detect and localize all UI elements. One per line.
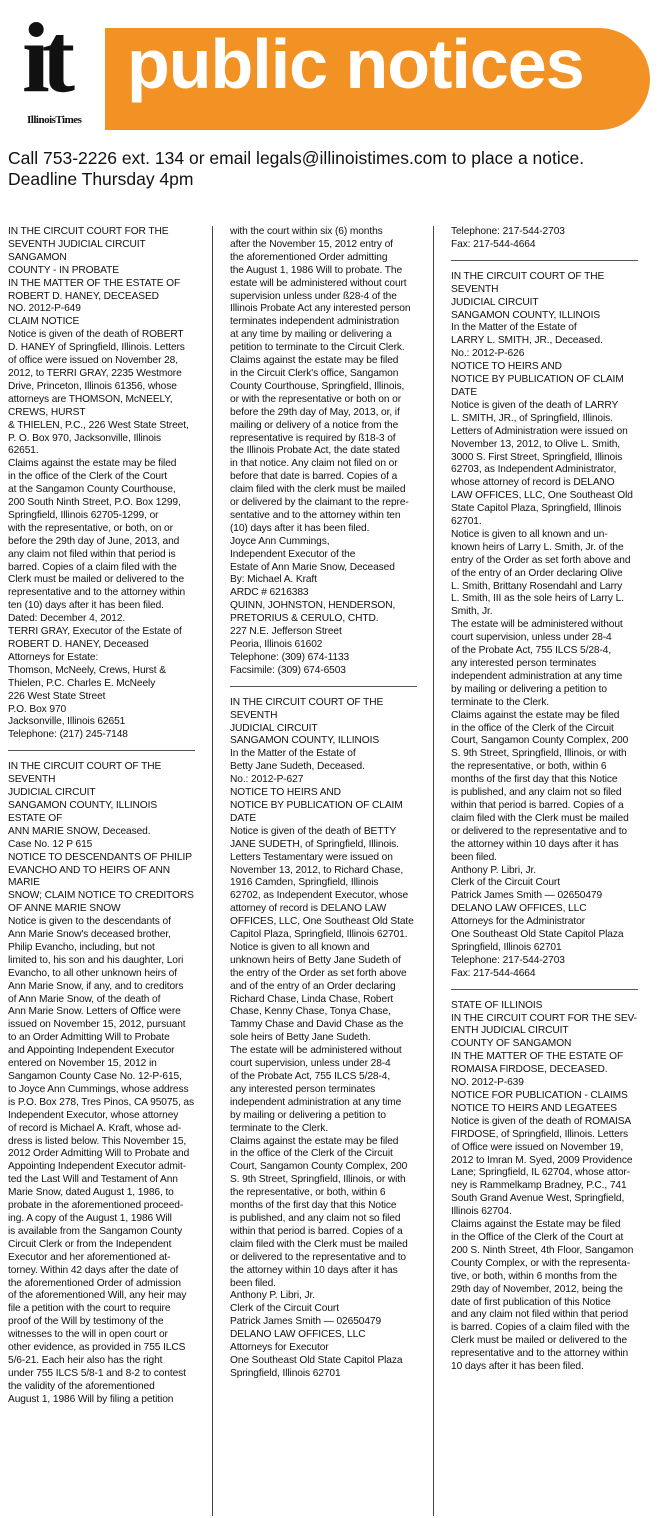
placement-instructions (8, 148, 658, 190)
notices-column-2 (230, 226, 417, 1516)
deadline-line: Deadline Thursday 4pm (8, 169, 194, 189)
logo-wordmark: IllinoisTimes (27, 114, 82, 126)
legal-notice-sudeth-continued: Telephone: 217-544-2703 Fax: 217-544-4664 (451, 226, 565, 250)
illinois-times-logo (10, 2, 105, 126)
notices-column-1 (8, 226, 195, 1516)
legal-notice-sudeth: IN THE CIRCUIT COURT OF THE SEVENTH JUDICIAL CIRCUIT SANGAMON COUNTY, ILLINOIS In the Matter of the Estate of Betty Jane Sudeth, Deceased. No.: 2012-P-627 NOTICE TO HEIRS AND NOTICE BY PUBLICATION OF CLAIM DATE Notice is given of the death of BETTY JANE SUDETH, of Springfield, Illinois. Letters Testamentary were issued on November 13, 2012, to Richard Chase, 1916 Camden, Springfield, Illinois 62702, as Independent Executor, whose attorney of record is DELANO LAW OFFICES, LLC, One Southeast Old State Capitol Plaza, Springfield, Illinois 62701. Notice is given to all known and unknown heirs of Betty Jane Sudeth of the entry of the Order as set forth above and of the entry of an Order declaring Richard Chase, Linda Chase, Robert Chase, Kenny Chase, Tonya Chase, Tammy Chase and David Chase as the sole heirs of Betty Jane Sudeth. The estate will be administered without court supervision, unless under 28-4 of the Probate Act, 755 ILCS 5/28-4, any interested person terminates independent administration at any time by mailing or delivering a petition to terminate to the Clerk. Claims against the estate may be filed in the office of the Clerk of the Circuit Court, Sangamon County Complex, 200 S. 9th Street, Springfield, Illinois, or with the representative, or both, within 6 months of the first day that this Notice is published, and any claim not so filed within that period is barred. Copies of a claim filed with the Clerk must be mailed or delivered to the representative and to the attorney within 10 days after it has been filed. Anthony P. Libri, Jr. Clerk of the Circuit Court Patrick James Smith — 02650479 DELANO LAW OFFICES, LLC Attorneys for Executor One Southeast Old State Capitol Plaza Springfield, Illinois 62701 (230, 696, 414, 1379)
notice-separator (230, 686, 417, 687)
legal-notice-firdose: STATE OF ILLINOIS IN THE CIRCUIT COURT FOR THE SEV- ENTH JUDICIAL CIRCUIT COUNTY OF SANGAMON IN THE MATTER OF THE ESTATE OF ROMAISA FIRDOSE, DECEASED. NO. 2012-P-639 NOTICE FOR PUBLICATION - CLAIMS NOTICE TO HEIRS AND LEGATEES Notice is given of the death of ROMAISA FIRDOSE, of Springfield, Illinois. Letters of Office were issued on November 19, 2012 to Imran M. Syed, 2009 Providence Lane; Springfield, IL 62704, whose attor- ney is Rammelkamp Bradney, P.C., 741 South Grand Avenue West, Springfield, Illinois 62704. Claims against the Estate may be filed in the Office of the Clerk of the Court at 200 S. Ninth Street, 4th Floor, Sangamon County Complex, or with the representa- tive, or both, within 6 months from the 29th day of November, 2012, being the date of first publication of this Notice and any claim not filed within that period is barred. Copies of a claim filed with the Clerk must be mailed or delivered to the representative and to the attorney within 10 days after it has been filed. (451, 999, 637, 1373)
column-divider (212, 226, 213, 1516)
legal-notice-smith: IN THE CIRCUIT COURT OF THE SEVENTH JUDICIAL CIRCUIT SANGAMON COUNTY, ILLINOIS In the Matter of the Estate of LARRY L. SMITH, JR., Deceased. No.: 2012-P-626 NOTICE TO HEIRS AND NOTICE BY PUBLICATION OF CLAIM DATE Notice is given of the death of LARRY L. SMITH, JR., of Springfield, Illinois. Letters of Administration were issued on November 13, 2012, to Olive L. Smith, 3000 S. First Street, Springfield, Illinois 62703, as Independent Administrator, whose attorney of record is DELANO LAW OFFICES, LLC, One Southeast Old State Capitol Plaza, Springfield, Illinois 62701. Notice is given to all known and un- known heirs of Larry L. Smith, Jr. of the entry of the Order as set forth above and of the entry of an Order declaring Olive L. Smith, Brittany Rosendahl and Larry L. Smith, III as the sole heirs of Larry L. Smith, Jr. The estate will be administered without court supervision, unless under 28-4 of the Probate Act, 755 ILCS 5/28-4, any interested person terminates independent administration at any time by mailing or delivering a petition to terminate to the Clerk. Claims against the estate may be filed in the office of the Clerk of the Circuit Court, Sangamon County Complex, 200 S. 9th Street, Springfield, Illinois, or with the representative, or both, within 6 months of the first day that this Notice is published, and any claim not so filed within that period is barred. Copies of a claim filed with the Clerk must be mailed or delivered to the representative and to the attorney within 10 days after it has been filed. Anthony P. Libri, Jr. Clerk of the Circuit Court Patrick James Smith — 02650479 DELANO LAW OFFICES, LLC Attorneys for the Administrator One Southeast Old State Capitol Plaza Springfield, Illinois 62701 Telephone: 217-544-2703 Fax: 217-544-4664 (451, 270, 633, 979)
legal-notice-haney: IN THE CIRCUIT COURT FOR THE SEVENTH JUDICIAL CIRCUIT SANGAMON COUNTY - IN PROBATE IN THE MATTER OF THE ESTATE OF ROBERT D. HANEY, DECEASED NO. 2012-P-649 CLAIM NOTICE Notice is given of the death of ROBERT D. HANEY of Springfield, Illinois. Letters of office were issued on November 28, 2012, to TERRI GRAY, 2235 Westmore Drive, Princeton, Illinois 61356, whose attorneys are THOMSON, McNEELY, CREWS, HURST & THIELEN, P.C., 226 West State Street, P. O. Box 970, Jacksonville, Illinois 62651. Claims against the estate may be filed in the office of the Clerk of the Court at the Sangamon County Courthouse, 200 South Ninth Street, P.O. Box 1299, Springfield, Illinois 62705-1299, or with the representative, or both, on or before the 29th day of June, 2013, and any claim not filed within that period is barred. Copies of a claim filed with the Clerk must be mailed or delivered to the representative and to the attorney within ten (10) days after it has been filed. Dated: December 4, 2012. TERRI GRAY, Executor of the Estate of ROBERT D. HANEY, Deceased Attorneys for Estate: Thomson, McNeely, Crews, Hurst & Thielen, P.C. Charles E. McNeely 226 West State Street P.O. Box 970 Jacksonville, Illinois 62651 Telephone: (217) 245-7148 (8, 226, 189, 741)
notice-separator (451, 989, 638, 990)
column-divider (433, 226, 434, 1516)
banner-title: public notices (127, 25, 584, 103)
notices-column-3 (451, 226, 638, 1516)
notice-separator (451, 260, 638, 261)
contact-line: Call 753-2226 ext. 134 or email legals@illinoistimes.com to place a notice. (8, 148, 585, 168)
logo-it-mark: it (22, 2, 68, 113)
legal-notice-snow-continued: with the court within six (6) months after the November 15, 2012 entry of the aforementioned Order admitting the August 1, 1986 Will to probate. The estate will be administered without court supervision unless under ß28-4 of the Illinois Probate Act any interested person terminates independent administration at any time by mailing or delivering a petition to terminate to the Circuit Clerk. Claims against the estate may be filed in the Circuit Clerk's office, Sangamon County Courthouse, Springfield, Illinois, or with the representative or both on or before the 29th day of May, 2013, or, if mailing or delivery of a notice from the representative is required by ß18-3 of the Illinois Probate Act, the date stated in that notice. Any claim not filed on or before that date is barred. Copies of a claim filed with the clerk must be mailed or delivered by the claimant to the repre- sentative and to the attorney within ten (10) days after it has been filed. Joyce Ann Cummings, Independent Executor of the Estate of Ann Marie Snow, Deceased By: Michael A. Kraft ARDC # 6216383 QUINN, JOHNSTON, HENDERSON, PRETORIUS & CERULO, CHTD. 227 N.E. Jefferson Street Peoria, Illinois 61602 Telephone: (309) 674-1133 Facsimile: (309) 674-6503 (230, 226, 411, 676)
notice-separator (8, 750, 195, 751)
public-notices-banner (105, 25, 650, 130)
legal-notice-snow: IN THE CIRCUIT COURT OF THE SEVENTH JUDICIAL CIRCUIT SANGAMON COUNTY, ILLINOIS ESTATE OF ANN MARIE SNOW, Deceased. Case No. 12 P 615 NOTICE TO DESCENDANTS OF PHILIP EVANCHO AND TO HEIRS OF ANN MARIE SNOW; CLAIM NOTICE TO CREDITORS OF ANNE MARIE SNOW Notice is given to the descendants of Ann Marie Snow's deceased brother, Philip Evancho, including, but not limited to, his son and his daughter, Lori Evancho, to all other unknown heirs of Ann Marie Snow, if any, and to creditors of Ann Marie Snow, of the death of Ann Marie Snow. Letters of Office were issued on November 15, 2012, pursuant to an Order Admitting Will to Probate and Appointing Independent Executor entered on November 15, 2012 in Sangamon County Case No. 12-P-615, to Joyce Ann Cummings, whose address is P.O. Box 278, Tres Pinos, CA 95075, as Independent Executor, whose attorney of record is Michael A. Kraft, whose ad- dress is listed below. This November 15, 2012 Order Admitting Will to Probate and Appointing Independent Executor admit- ted the Last Will and Testament of Ann Marie Snow, dated August 1, 1986, to probate in the aforementioned proceed- ing. A copy of the August 1, 1986 Will is available from the Sangamon County Circuit Clerk or from the Independent Executor and her aforementioned at- torney. Within 42 days after the date of the aforementioned Order of admission of the aforementioned Will, any heir may file a petition with the court to require proof of the Will by testimony of the witnesses to the will in open court or other evidence, as provided in 755 ILCS 5/6-21. Each heir also has the right under 755 ILCS 5/8-1 and 8-2 to contest the validity of the aforementioned August 1, 1986 Will by filing a petition (8, 761, 194, 1405)
